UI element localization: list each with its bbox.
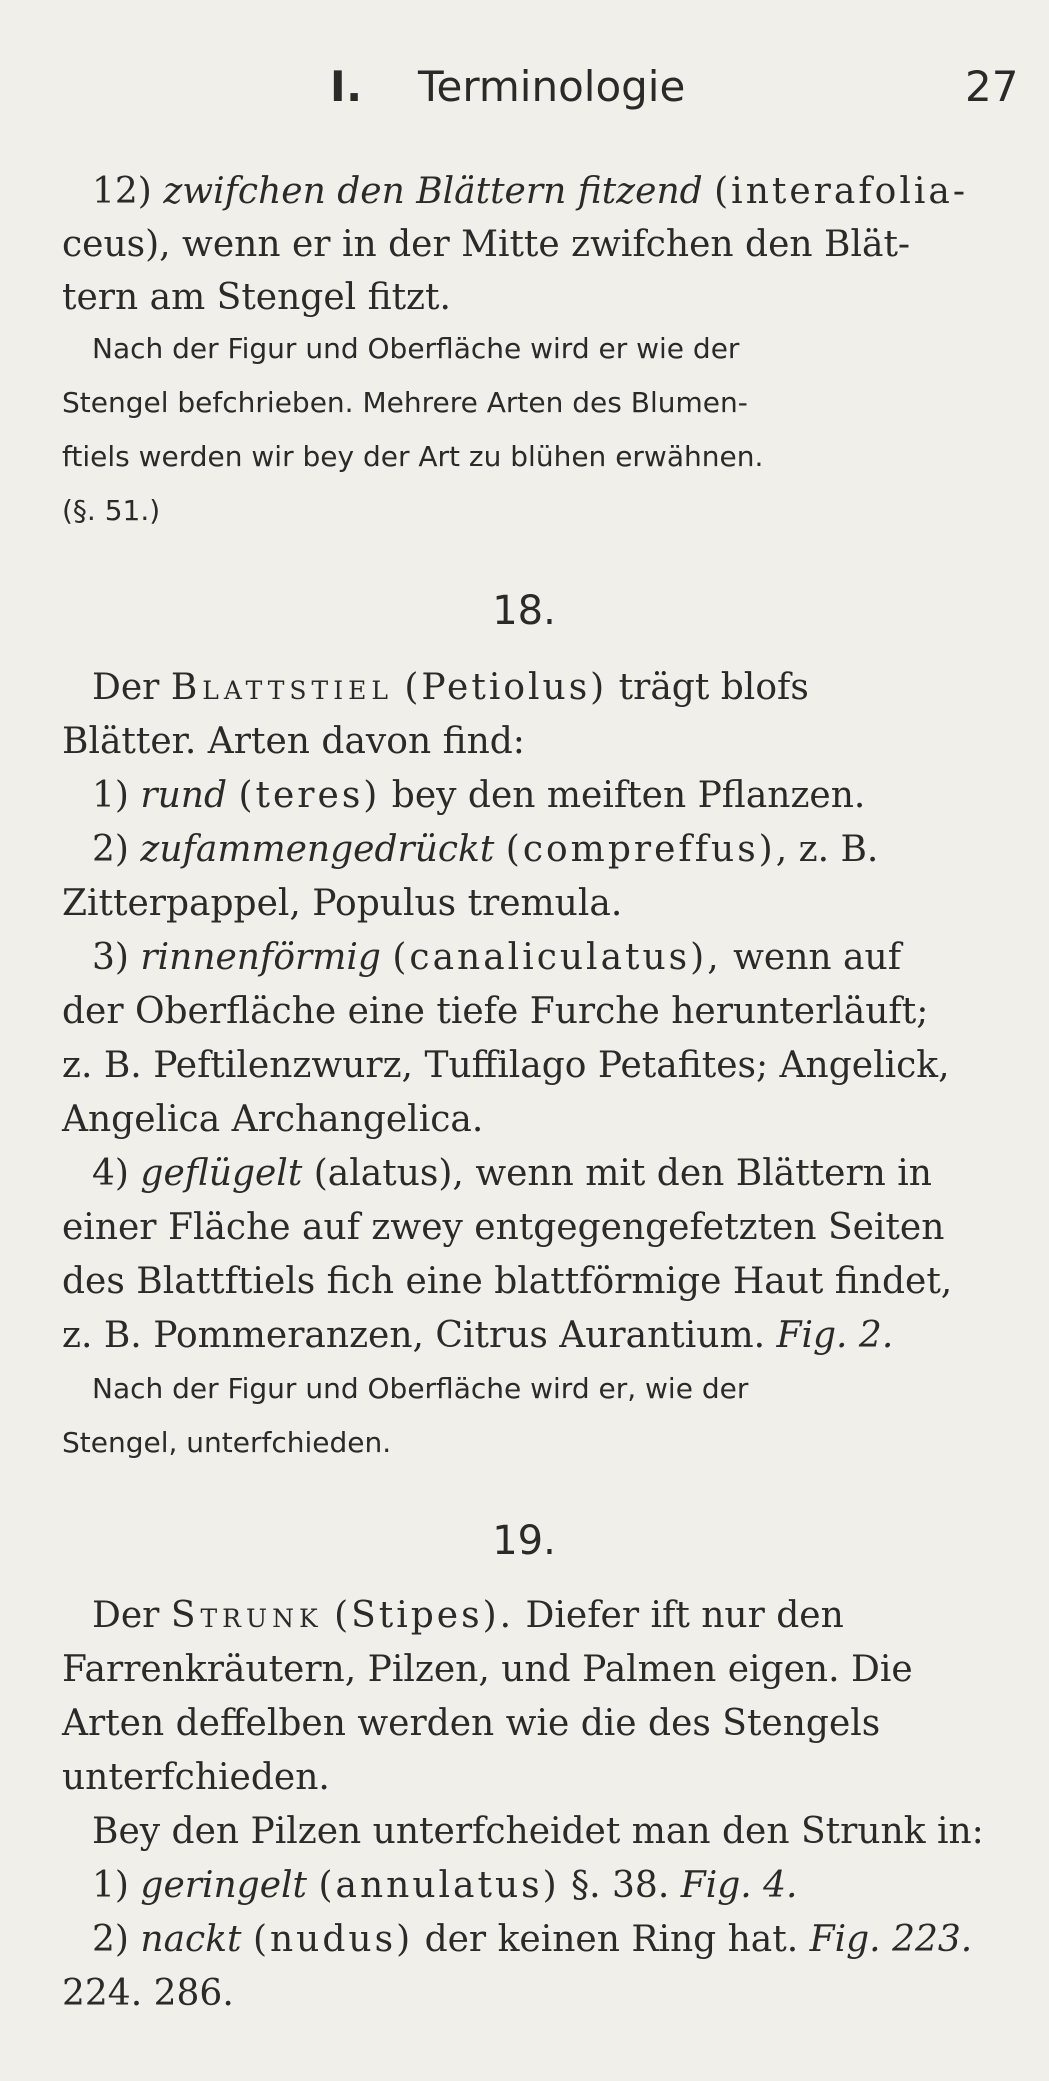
s19-line5: Bey den Pilzen unterfcheidet man den Strunk in: [92, 1811, 984, 1852]
section-number: I. [330, 62, 363, 111]
intro-label: Der [92, 667, 160, 708]
item-text: bey den meiften Pflanzen. [391, 775, 866, 816]
item-number: 1) [92, 1865, 129, 1906]
s18-note-line2: Stengel, unterfchieden. [62, 1426, 392, 1459]
item-text: wenn auf [733, 937, 902, 978]
intro-rest: trägt blofs [618, 667, 809, 708]
s18-item3 [92, 936, 901, 980]
item-text: z. B. Pommeranzen, Citrus Aurantium. [62, 1315, 766, 1356]
item12-line1 [92, 170, 968, 214]
s19-item1 [92, 1864, 798, 1908]
s18-intro-line1 [92, 666, 809, 710]
item-text: , z. B. [775, 829, 879, 870]
item12-line2: ceus), wenn er in der Mitte zwifchen den Blät- [62, 224, 911, 265]
item-number: 2) [92, 829, 129, 870]
item-term: geflügelt [140, 1153, 303, 1194]
item-latin: (teres) [238, 775, 381, 816]
item-term: rund [140, 775, 228, 816]
s18-item2-line2: Zitterpappel, Populus tremula. [62, 883, 623, 924]
item-text: §. 38. [571, 1865, 670, 1906]
s18-item4 [92, 1152, 932, 1196]
item-term: nackt [140, 1919, 242, 1960]
item-number: 1) [92, 775, 129, 816]
s18-note-line1: Nach der Figur und Oberfläche wird er, wie der [92, 1372, 749, 1405]
item-text: der keinen Ring hat. [424, 1919, 799, 1960]
running-title: Terminologie [418, 62, 686, 111]
s18-item3-line4: Angelica Archangelica. [62, 1099, 484, 1140]
item-number: 4) [92, 1153, 129, 1194]
item-latin: (interafolia- [714, 171, 968, 212]
item-latin: (nudus) [252, 1919, 414, 1960]
s18-intro-line2: Blätter. Arten davon find: [62, 721, 525, 762]
s19-item2-line2: 224. 286. [62, 1973, 234, 2014]
note1-line2: Stengel befchrieben. Mehrere Arten des Blumen- [62, 386, 748, 419]
item-term: zufammengedrückt [140, 829, 495, 870]
s19-item2 [92, 1918, 972, 1962]
s18-item3-line2: der Oberfläche eine tiefe Furche herunterläuft; [62, 991, 929, 1032]
item-term: rinnenförmig [140, 937, 381, 978]
s18-item1 [92, 774, 865, 818]
s18-item2 [92, 828, 878, 872]
item-latin: (alatus), [313, 1153, 464, 1194]
s19-line3: Arten deffelben werden wie die des Stengels [62, 1703, 881, 1744]
item-term: zwifchen den Blättern fitzend [163, 171, 703, 212]
item-latin: (annulatus) [318, 1865, 560, 1906]
item-number: 12) [92, 171, 152, 212]
item12-line3: tern am Stengel fitzt. [62, 277, 451, 318]
section-heading-18: 18. [492, 588, 556, 634]
s18-item3-line3: z. B. Peftilenzwurz, Tuffilago Petafites; Angelick, [62, 1045, 950, 1086]
note1-line3: ftiels werden wir bey der Art zu blühen erwähnen. [62, 440, 764, 473]
item-number: 3) [92, 937, 129, 978]
s19-line2: Farrenkräutern, Pilzen, und Palmen eigen. Die [62, 1649, 913, 1690]
item-latin: (compreffus) [505, 829, 776, 870]
item-latin: (canaliculatus), [392, 937, 722, 978]
intro-latin: (Petiolus) [404, 667, 608, 708]
item-number: 2) [92, 1919, 129, 1960]
figure-reference: Fig. 4. [680, 1865, 798, 1906]
item-text: wenn mit den Blättern in [475, 1153, 932, 1194]
page-number: 27 [965, 62, 1019, 111]
note1-line4: (§. 51.) [62, 494, 161, 527]
item-term: geringelt [140, 1865, 307, 1906]
intro-rest: Diefer ift nur den [525, 1595, 844, 1636]
intro-label: Der [92, 1595, 160, 1636]
figure-reference: Fig. 2. [776, 1315, 894, 1356]
page-header [0, 62, 1049, 122]
s19-intro-line1 [92, 1594, 844, 1638]
s18-item4-line3: des Blattftiels fich eine blattförmige Haut findet, [62, 1261, 953, 1302]
note1-line1: Nach der Figur und Oberfläche wird er wie der [92, 332, 740, 365]
s19-line4: unterfchieden. [62, 1757, 330, 1798]
intro-term: Strunk [170, 1595, 323, 1636]
intro-latin: (Stipes). [334, 1595, 515, 1636]
intro-term: Blattstiel [170, 667, 393, 708]
section-heading-19: 19. [492, 1518, 556, 1564]
s18-item4-line2: einer Fläche auf zwey entgegengefetzten Seiten [62, 1207, 945, 1248]
s18-item4-line4 [62, 1314, 893, 1358]
figure-reference: Fig. 223. [809, 1919, 973, 1960]
